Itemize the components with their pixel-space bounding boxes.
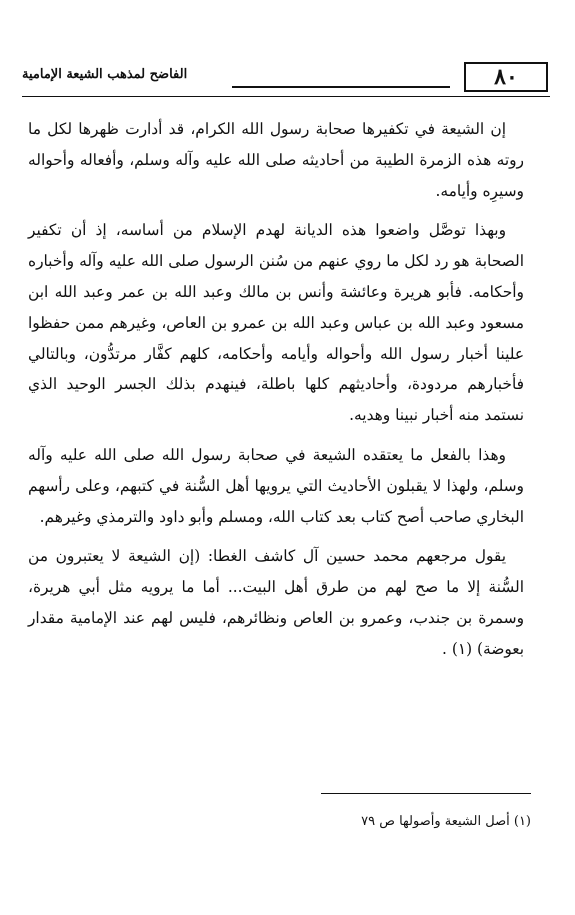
footnote-separator [321,793,531,794]
page-number: ٨٠ [464,62,548,92]
page-header [22,58,550,102]
footnote: (١) أصل الشيعة وأصولها ص ٧٩ [361,814,531,829]
body-text [28,114,524,674]
paragraph-1: إن الشيعة في تكفيرها صحابة رسول الله الكرام، قد أدارت ظهرها لكل ما روته هذه الزمرة الطيبة من أحاديثه صلى الله عليه وآله وسلم، وأفعاله وأحواله وسيرِه وأيامه. [28,120,524,200]
header-underline [22,96,550,97]
paragraph-2: وبهذا توصَّل واضعوا هذه الديانة لهدم الإسلام من أساسه، إذ أن تكفير الصحابة هو رد لكل ما روي عنهم من سُنن الرسول صلى الله عليه وآله وأخباره وأحكامه. فأبو هريرة وعائشة وأنس بن مالك وعبد الله بن عمر وعبد الله ابن مسعود وعبد الله بن عباس وعبد الله بن عمرو بن العاص، وغيرهم ممن حفظوا علينا أخبار رسول الله وأحواله وأيامه وأحكامه، كلهم كفَّار مرتدُّون، وبالتالي فأخبارهم مردودة، وأحاديثهم كلها باطلة، فينهدم بذلك الجسر الوحيد الذي نستمد منه أخبار نبينا وهديه. [28,221,524,425]
paragraph-4: يقول مرجعهم محمد حسين آل كاشف الغطا: (إن الشيعة لا يعتبرون من السُّنة إلا ما صح لهم من طرق أهل البيت... أما ما يرويه مثل أبي هريرة، وسمرة بن جندب، وعمرو بن العاص ونظائرهم، فليس لهم عند الإمامية مقدار بعوضة) (١) . [28,547,524,658]
running-title: الفاضح لمذهب الشيعة الإمامية [22,67,188,82]
header-rule [232,86,450,88]
paragraph-3: وهذا بالفعل ما يعتقده الشيعة في صحابة رسول الله صلى الله عليه وآله وسلم، ولهذا لا يقبلون الأحاديث التي يرويها أهل السُّنة في كتبهم، وعلى رأسهم البخاري صاحب أصح كتاب بعد كتاب الله، ومسلم وأبو داود والترمذي وغيرهم. [28,445,524,526]
